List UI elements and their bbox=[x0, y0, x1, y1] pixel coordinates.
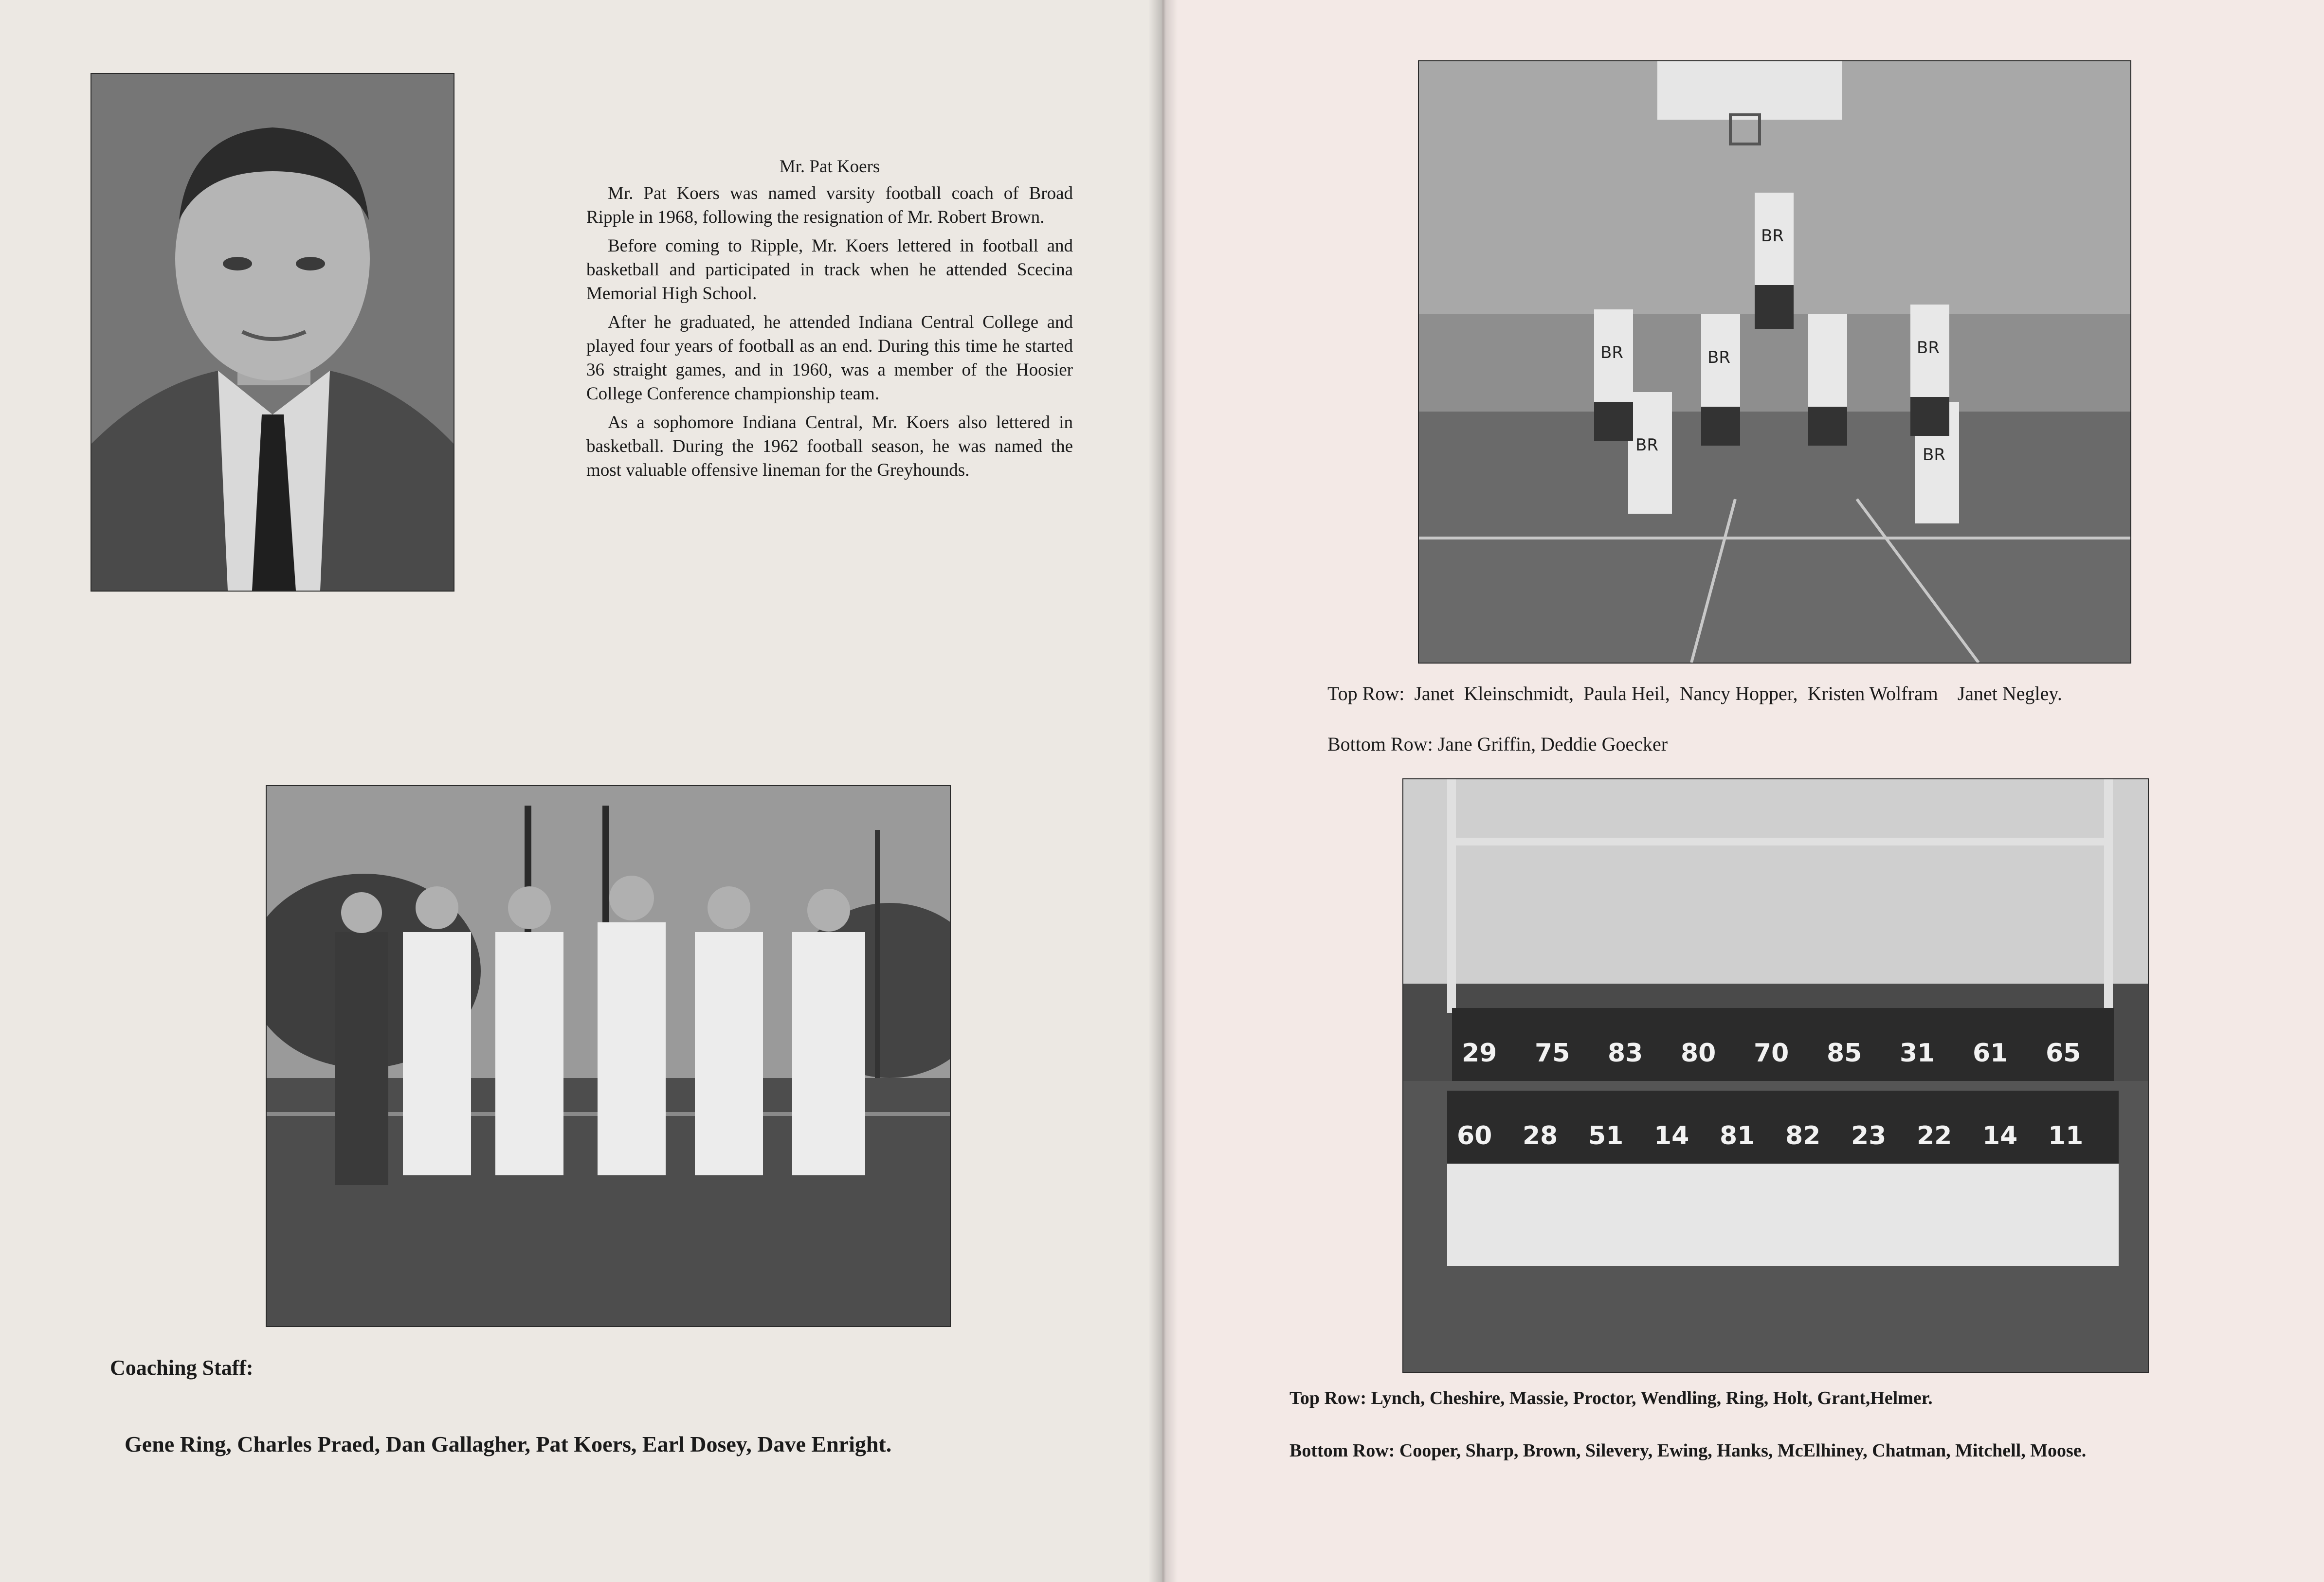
team-caption-bottom-row: Bottom Row: Cooper, Sharp, Brown, Silevery, Ewing, Hanks, McElhiney, Chatman, Mitchell, Moose. bbox=[1289, 1440, 2087, 1461]
jersey-bottom-3: 51 bbox=[1588, 1121, 1624, 1151]
jersey-bottom-10: 11 bbox=[2048, 1121, 2084, 1151]
cheerleaders-image bbox=[1419, 61, 2130, 663]
cheer-letter-1: BR bbox=[1761, 226, 1784, 246]
jersey-top-7: 31 bbox=[1900, 1039, 1935, 1068]
jersey-bottom-9: 14 bbox=[1982, 1121, 2018, 1151]
jersey-top-1: 29 bbox=[1462, 1039, 1497, 1068]
cheerleaders-photo bbox=[1418, 60, 2131, 664]
jersey-bottom-4: 14 bbox=[1654, 1121, 1689, 1151]
jersey-top-5: 70 bbox=[1754, 1039, 1789, 1068]
jersey-bottom-5: 81 bbox=[1720, 1121, 1755, 1151]
jersey-top-8: 61 bbox=[1973, 1039, 2008, 1068]
jersey-bottom-6: 82 bbox=[1785, 1121, 1821, 1151]
cheer-caption-top-row: Top Row: Janet Kleinschmidt, Paula Heil, Nancy Hopper, Kristen Wolfram Janet Negley. bbox=[1327, 683, 2062, 704]
bio-paragraph-1: Mr. Pat Koers was named varsity football coach of Broad Ripple in 1968, following the resignation of Mr. Robert Brown. bbox=[586, 183, 1073, 227]
cheer-letter-2: BR bbox=[1600, 343, 1623, 362]
cheer-letter-6: BR bbox=[1923, 445, 1945, 465]
coaching-staff-image bbox=[267, 786, 950, 1326]
portrait-photo bbox=[91, 73, 454, 592]
jersey-top-9: 65 bbox=[2046, 1039, 2081, 1068]
football-team-photo bbox=[1402, 778, 2149, 1373]
coaching-staff-names: Gene Ring, Charles Praed, Dan Gallagher, Pat Koers, Earl Dosey, Dave Enright. bbox=[125, 1432, 892, 1456]
team-caption-top-row: Top Row: Lynch, Cheshire, Massie, Proctor, Wendling, Ring, Holt, Grant,Helmer. bbox=[1289, 1388, 1933, 1408]
cheer-letter-5: BR bbox=[1635, 435, 1658, 455]
coaching-staff-heading: Coaching Staff: bbox=[110, 1356, 254, 1380]
bio-paragraph-2: Before coming to Ripple, Mr. Koers lettered in football and basketball and participated in track when he attended Scecina Memorial High School. bbox=[586, 236, 1073, 304]
bio-paragraph-4: As a sophomore Indiana Central, Mr. Koers also lettered in basketball. During the 1962 football season, he was named the most valuable offensive lineman for the Greyhounds. bbox=[586, 413, 1073, 480]
cheer-letter-4: BR bbox=[1917, 338, 1940, 358]
bio-paragraph-3: After he graduated, he attended Indiana Central College and played four years of football as an end. During this time he started 36 straight games, and in 1960, was a member of the Hoosier College Conference championship team. bbox=[586, 312, 1073, 404]
jersey-top-3: 83 bbox=[1608, 1039, 1643, 1068]
right-page bbox=[1162, 0, 2324, 1582]
cheer-letter-3: BR bbox=[1707, 348, 1730, 367]
jersey-bottom-8: 22 bbox=[1917, 1121, 1952, 1151]
jersey-bottom-7: 23 bbox=[1851, 1121, 1887, 1151]
jersey-bottom-2: 28 bbox=[1523, 1121, 1558, 1151]
football-team-image bbox=[1403, 779, 2148, 1372]
jersey-top-2: 75 bbox=[1535, 1039, 1570, 1068]
bio-text bbox=[586, 155, 1073, 487]
jersey-bottom-1: 60 bbox=[1457, 1121, 1492, 1151]
jersey-top-4: 80 bbox=[1681, 1039, 1716, 1068]
bio-heading: Mr. Pat Koers bbox=[779, 157, 880, 177]
coaching-staff-photo bbox=[266, 785, 951, 1327]
portrait-image bbox=[91, 74, 454, 591]
jersey-top-6: 85 bbox=[1827, 1039, 1862, 1068]
cheer-caption-bottom-row: Bottom Row: Jane Griffin, Deddie Goecker bbox=[1327, 733, 1668, 755]
